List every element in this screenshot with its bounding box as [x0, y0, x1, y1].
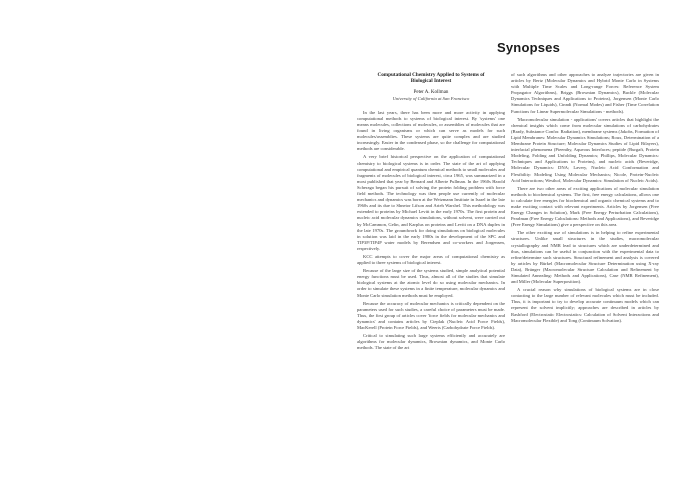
- paragraph: Critical to simulating such large systems efficiently and accurately are algorithms for molecular dynamics, Brownian dynamics, and Monte Carlo methods. The state of the art: [357, 333, 505, 351]
- paragraph: The other exciting use of simulations is in helping to refine experimental structures. Unlike small structures in the studies, macromolecular crystallography and NMR lead to structures which are underdetermined and thus, simulations can be useful in conjunction with the experimental data to refine/determine such structures. Structural refinement and analysis is covered by articles by Bürkel (Macromolecular Structure Determination using X-ray Data), Brünger (Macromolecular Structure Calculation and Refinement by Simulated Annealing: Methods and Applications), Case (NMR Refinement), and Miller (Molecular Superposition).: [511, 230, 659, 285]
- paragraph: Because of the large size of the systems studied, simple analytical potential energy functions must be used. Thus, almost all of the studies that simulate biological systems at the atomic level do so using molecular mechanics. In order to simulate these systems in a finite temperature, molecular dynamics and Monte Carlo simulation methods must be employed.: [357, 268, 505, 298]
- article-title-line-1: Computational Chemistry Applied to Systems of: [377, 72, 485, 78]
- article-affiliation: University of California at San Francisco: [392, 95, 470, 101]
- article-title-line-2: Biological Interest: [410, 78, 452, 85]
- article-author: Peter A. Kollman: [413, 89, 449, 95]
- paragraph: Because the accuracy of molecular mechanics is critically dependent on the parameters used for such studies, a careful choice of parameters must be made. Thus, the first group of articles cover 'force fields for molecular mechanics and dynamics' and contains articles by Cieplak (Nucleic Acid Force Fields), MacKerell (Protein Force Fields), and Weerts (Carbohydrate Force Fields).: [357, 300, 505, 330]
- left-column: [357, 72, 505, 484]
- paragraph: KCC attempts to cover the major areas of computational chemistry as applied to three systems of biological interest.: [357, 253, 505, 266]
- section-heading: Synopses: [497, 40, 561, 55]
- right-column: [511, 72, 659, 452]
- article-title: [357, 72, 505, 85]
- paragraph: In the last years, there has been more and more activity in applying computational methods to systems of biological interest. By 'systems' one means molecules, collections of molecules, or assemblies of molecules that are found in living organisms or which can serve as models for such molecules/assemblies. These systems are quite complex and are studied increasingly. Easier in the condensed phase, so the challenge for computational methods are considerable.: [357, 109, 505, 152]
- paragraph: A very brief historical perspective on the application of computational chemistry to biological systems is in order. The state of the art of applying computational and empirical quantum chemical methods to small molecules and fragments of molecules of biological interest, circa 1965, was summarized in a most published that year by Bernard and Alberte Pullman. In the 1960s Harold Scheraga began his pursuit of solving the protein folding problem with force field methods. The technology was then people use currently of molecular mechanics and dynamics was born at the Weizmann Institute in Israel in the late 1960s and its due to Shneior Lifson and Arieh Warshel. This methodology was extended to proteins by Michael Levitt in the early 1970s. The first protein and nucleic acid molecular dynamics simulations, without solvent, were carried out by McCammon, Gelin, and Karplus on proteins and Levitt on a DNA duplex in the late 1970s. The groundwork for doing simulations on biological molecules in solution was laid in the early 1980s in the development of the SPC and TIP3P/TIP4P water models by Berendsen and co-workers and Jorgensen, respectively.: [357, 154, 505, 251]
- paragraph: 'Macromolecular simulation - applications' covers articles that highlight the chemical insights which come from molecular simulations of carbohydrates (Brady, Substance Confor. Radiation), membrane systems (Jakobs, Formation of Lipid Membranes: Molecular Dynamics Simulations; Roux, Determination of a Membrane Protein Structure; Molecular Dynamics Studies of Lipid Bilayers), interfacial phenomena (Pieenthy, Aqueous Interfaces; peptide (Burgaft, Protein Modeling, Folding and Unfolding Dynamics; Phillips, Molecular Dynamics: Techniques and Applications to Proteins), and nucleic acids (Beveridge, Molecular Dynamics: DNA; Lavery, Nucleic Acid Conformation and Flexibility: Modeling Using Molecular Mechanics; Nicole, Protein-Nucleic Acid Interactions; Westhof, Molecular Dynamics: Simulation of Nucleic Acids).: [511, 116, 659, 183]
- paragraph: There are two other areas of exciting applications of molecular simulation methods to biochemical systems. The first, free energy calculations, allows one to calculate free energies for biochemical and organic chemical systems and to make exciting contact with relevant experiments. Articles by Jorgensen (Free Energy Changes in Solution), Mark (Free Energy Perturbation Calculations), Pearlman (Free Energy Calculations: Methods and Applications), and Beveridge (Free Energy Simulations) give a perspective on this area.: [511, 185, 659, 228]
- paragraph: A crucial reason why simulations of biological systems are in close contacting to the large number of relevant molecules which must be included. Thus, it is important to try to develop accurate continuum models which can represent the solvent implicitly; approaches are described in articles by Rashford (Electrostatic Electrostatics: Calculation of Solvent Interactions and Macromolecular Flexible) and Tong (Continuum Solvation).: [511, 287, 659, 323]
- paragraph: of such algorithms and other approaches to analyze trajectories are given in articles by Bertz (Molecular Dynamics and Hybrid Monte Carlo in Systems with Multiple Time Scales and Long-range Forces: Reference System Propagator Algorithms), Briggs (Brownian Dynamics), Buckle (Molecular Dynamics Techniques and Applications to Proteins), Jorgensen (Monte Carlo Simulations for Liquids), Cinndi (Normal Modes) and Fisher (Time Correlation Functions for Linear Supermolecular Simulations - methods).: [511, 72, 659, 114]
